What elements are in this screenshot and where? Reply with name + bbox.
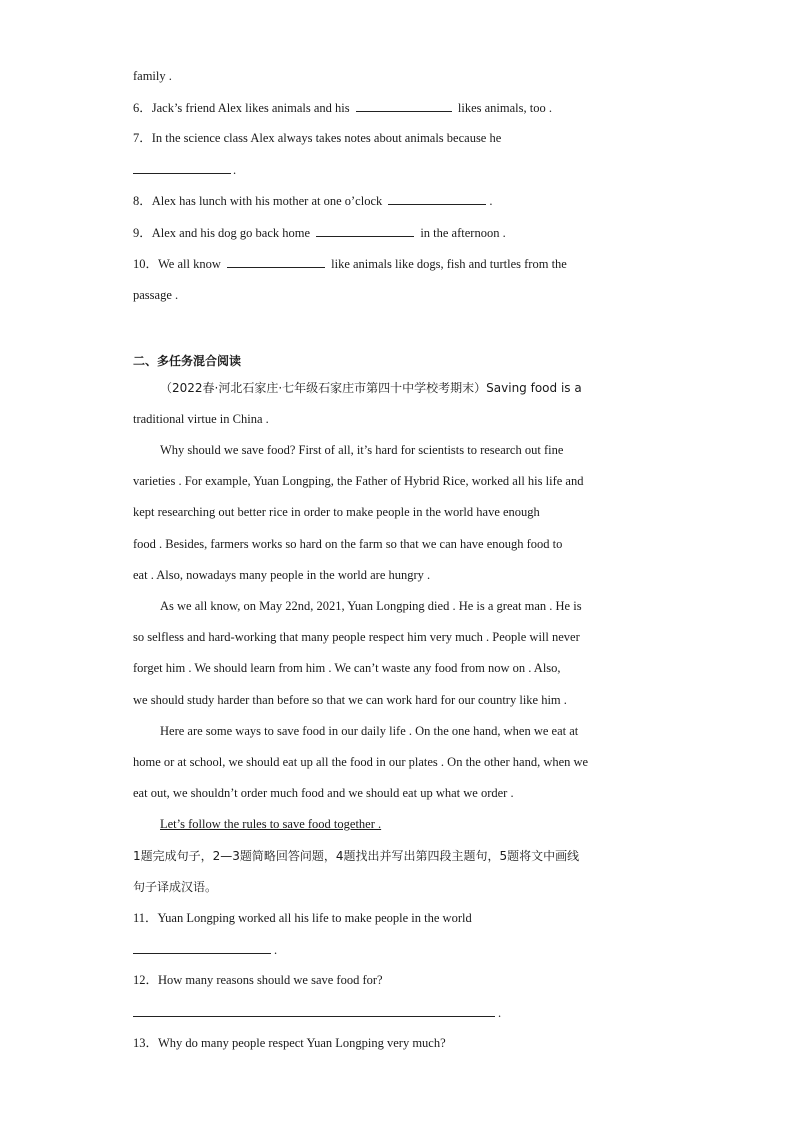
question-7: 7．In the science class Alex always takes notes about animals because he [133, 131, 502, 145]
passage-line: eat out, we shouldn’t order much food and we should eat up what we order . [133, 786, 514, 800]
passage-line: traditional virtue in China . [133, 412, 269, 426]
passage-line: kept researching out better rice in order to make people in the world have enough [133, 505, 540, 519]
passage-line-family: family . [133, 69, 172, 83]
question-7-continued: . [133, 161, 236, 178]
passage-line: so selfless and hard-working that many people respect him very much . People will never [133, 630, 580, 644]
question-10-continued: passage . [133, 288, 179, 302]
passage-line: Why should we save food? First of all, it’s hard for scientists to research out fine [160, 443, 564, 457]
answer-blank-9[interactable] [316, 224, 414, 237]
passage-source-line: （2022春·河北石家庄·七年级石家庄市第四十中学校考期末）Saving food is a [160, 381, 582, 395]
passage-line: home or at school, we should eat up all the food in our plates . On the other hand, when we [133, 755, 589, 769]
passage-line: Here are some ways to save food in our daily life . On the one hand, when we eat at [160, 724, 579, 738]
question-13: 13．Why do many people respect Yuan Longping very much? [133, 1036, 446, 1050]
question-11-continued: . [133, 941, 277, 958]
question-11: 11．Yuan Longping worked all his life to make people in the world [133, 911, 472, 925]
answer-blank-7[interactable] [133, 161, 231, 174]
question-6: 6．Jack’s friend Alex likes animals and his likes animals, too . [133, 101, 552, 115]
question-8: 8．Alex has lunch with his mother at one o’clock . [133, 194, 493, 208]
answer-blank-10[interactable] [227, 255, 325, 268]
section-heading: 二、多任务混合阅读 [133, 354, 242, 368]
answer-blank-6[interactable] [356, 99, 452, 112]
passage-line: eat . Also, nowadays many people in the world are hungry . [133, 568, 431, 582]
answer-blank-11[interactable] [133, 941, 271, 954]
passage-line: we should study harder than before so that we can work hard for our country like him . [133, 693, 567, 707]
question-12-continued: . [133, 1004, 501, 1021]
underlined-sentence: Let’s follow the rules to save food together . [160, 817, 382, 831]
passage-line: varieties . For example, Yuan Longping, the Father of Hybrid Rice, worked all his life and [133, 474, 584, 488]
passage-line: food . Besides, farmers works so hard on the farm so that we can have enough food to [133, 537, 563, 551]
question-9: 9．Alex and his dog go back home in the afternoon . [133, 226, 506, 240]
answer-blank-8[interactable] [388, 192, 486, 205]
instruction-line: 句子译成汉语。 [133, 880, 218, 894]
question-10: 10．We all know like animals like dogs, fish and turtles from the [133, 257, 567, 271]
passage-line: forget him . We should learn from him . We can’t waste any food from now on . Also, [133, 661, 561, 675]
answer-blank-12[interactable] [133, 1004, 495, 1017]
instruction-line: 1题完成句子，2—3题简略回答问题，4题找出并写出第四段主题句，5题将文中画线 [133, 849, 580, 863]
passage-line: As we all know, on May 22nd, 2021, Yuan Longping died . He is a great man . He is [160, 599, 582, 613]
question-12: 12．How many reasons should we save food for? [133, 973, 383, 987]
